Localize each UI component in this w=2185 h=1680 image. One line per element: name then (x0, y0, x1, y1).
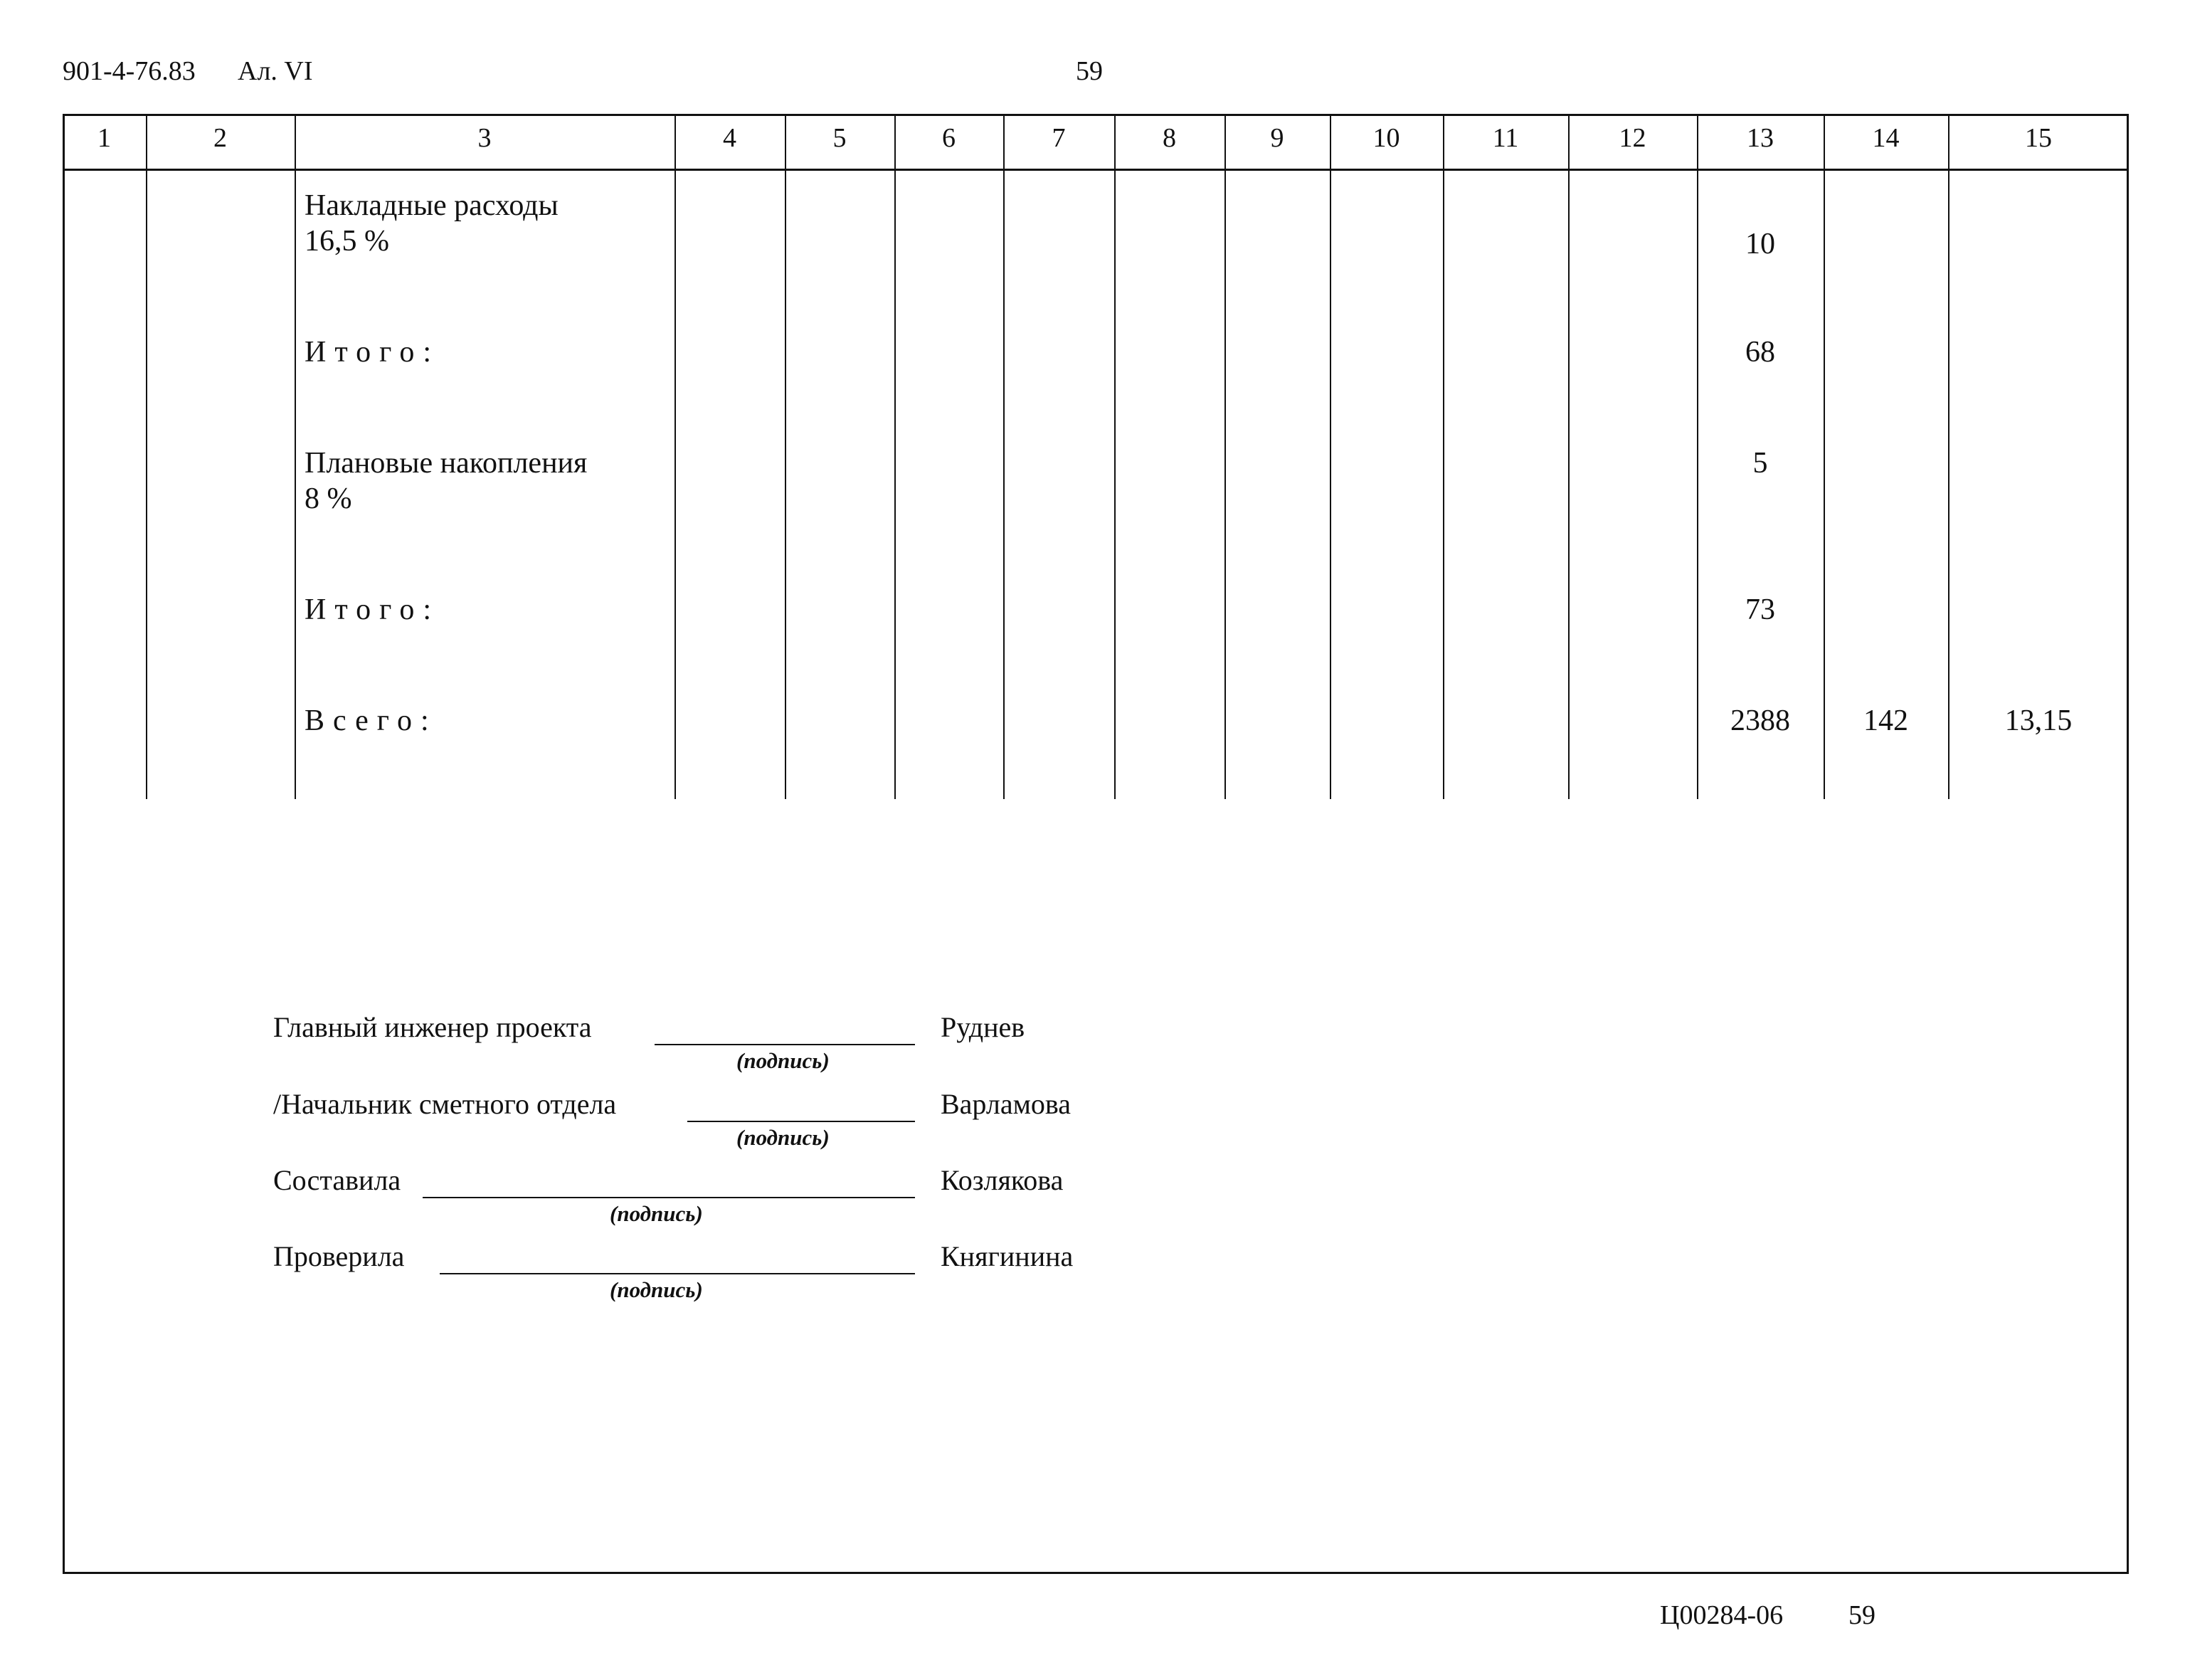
table-cell: 73 (1745, 593, 1775, 626)
column-number-9: 9 (1270, 123, 1284, 153)
column-divider (1824, 114, 1825, 799)
signature-line (655, 1044, 915, 1045)
column-number-1: 1 (97, 123, 111, 153)
column-number-15: 15 (2025, 123, 2052, 153)
row-label-line: 8 % (305, 482, 352, 515)
column-number-14: 14 (1872, 123, 1900, 153)
column-divider (894, 114, 896, 799)
signature-line (423, 1197, 915, 1198)
column-divider (674, 114, 676, 799)
table-cell: 5 (1752, 447, 1768, 480)
column-number-8: 8 (1163, 123, 1176, 153)
document-code: 901-4-76.83 (63, 56, 196, 86)
row-label-total (305, 703, 438, 739)
signature-hint: (подпись) (610, 1201, 703, 1226)
row-label-overhead (305, 188, 559, 259)
column-number-12: 12 (1619, 123, 1646, 153)
column-number-3: 3 (477, 123, 492, 153)
signature-name: Княгинина (941, 1240, 1074, 1272)
signature-hint: (подпись) (736, 1125, 830, 1150)
signature-role: Проверила (273, 1240, 405, 1272)
column-divider (1443, 114, 1444, 799)
column-number-11: 11 (1492, 123, 1519, 153)
signature-name: Козлякова (941, 1164, 1064, 1196)
row-label-subtotal (305, 334, 440, 370)
header-row-divider (63, 169, 2129, 171)
column-divider (1568, 114, 1570, 799)
column-divider (1948, 114, 1949, 799)
column-number-7: 7 (1052, 123, 1066, 153)
column-divider (1224, 114, 1226, 799)
table-frame (63, 114, 2129, 1574)
column-number-4: 4 (723, 123, 736, 153)
signature-hint: (подпись) (736, 1048, 830, 1073)
table-cell: 13,15 (2004, 704, 2073, 737)
album-number: Ал. VI (238, 56, 313, 86)
table-cell: 2388 (1730, 704, 1790, 737)
row-label-planned-savings (305, 445, 587, 517)
footer-page-number: 59 (1848, 1600, 1875, 1630)
signature-line (687, 1121, 915, 1122)
column-divider (1114, 114, 1116, 799)
column-divider (295, 114, 296, 799)
signature-name: Руднев (941, 1011, 1025, 1043)
column-divider (146, 114, 147, 799)
row-label-subtotal (305, 592, 440, 628)
column-number-6: 6 (942, 123, 956, 153)
column-divider (1330, 114, 1331, 799)
signature-role: Составила (273, 1164, 401, 1196)
column-divider (785, 114, 786, 799)
row-label-line: 16,5 % (305, 225, 389, 258)
column-number-10: 10 (1372, 123, 1400, 153)
signature-role: /Начальник сметного отдела (273, 1088, 617, 1120)
signature-hint: (подпись) (610, 1277, 703, 1302)
signature-role: Главный инженер проекта (273, 1011, 592, 1043)
column-number-2: 2 (213, 123, 227, 153)
row-label-line: Итого: (305, 336, 440, 369)
column-number-5: 5 (832, 123, 847, 153)
table-cell: 142 (1863, 704, 1908, 737)
row-label-line: Плановые накопления (305, 447, 588, 480)
signature-line (440, 1273, 915, 1274)
page-number-top: 59 (1076, 56, 1103, 86)
signature-name: Варламова (941, 1088, 1072, 1120)
table-cell: 68 (1745, 336, 1775, 369)
column-number-13: 13 (1747, 123, 1774, 153)
table-cell: 10 (1745, 228, 1775, 260)
row-label-line: Всего: (305, 704, 438, 737)
row-label-line: Накладные расходы (305, 189, 559, 222)
column-divider (1003, 114, 1005, 799)
footer-document-code: Ц00284-06 (1660, 1600, 1784, 1630)
row-label-line: Итого: (305, 593, 440, 626)
